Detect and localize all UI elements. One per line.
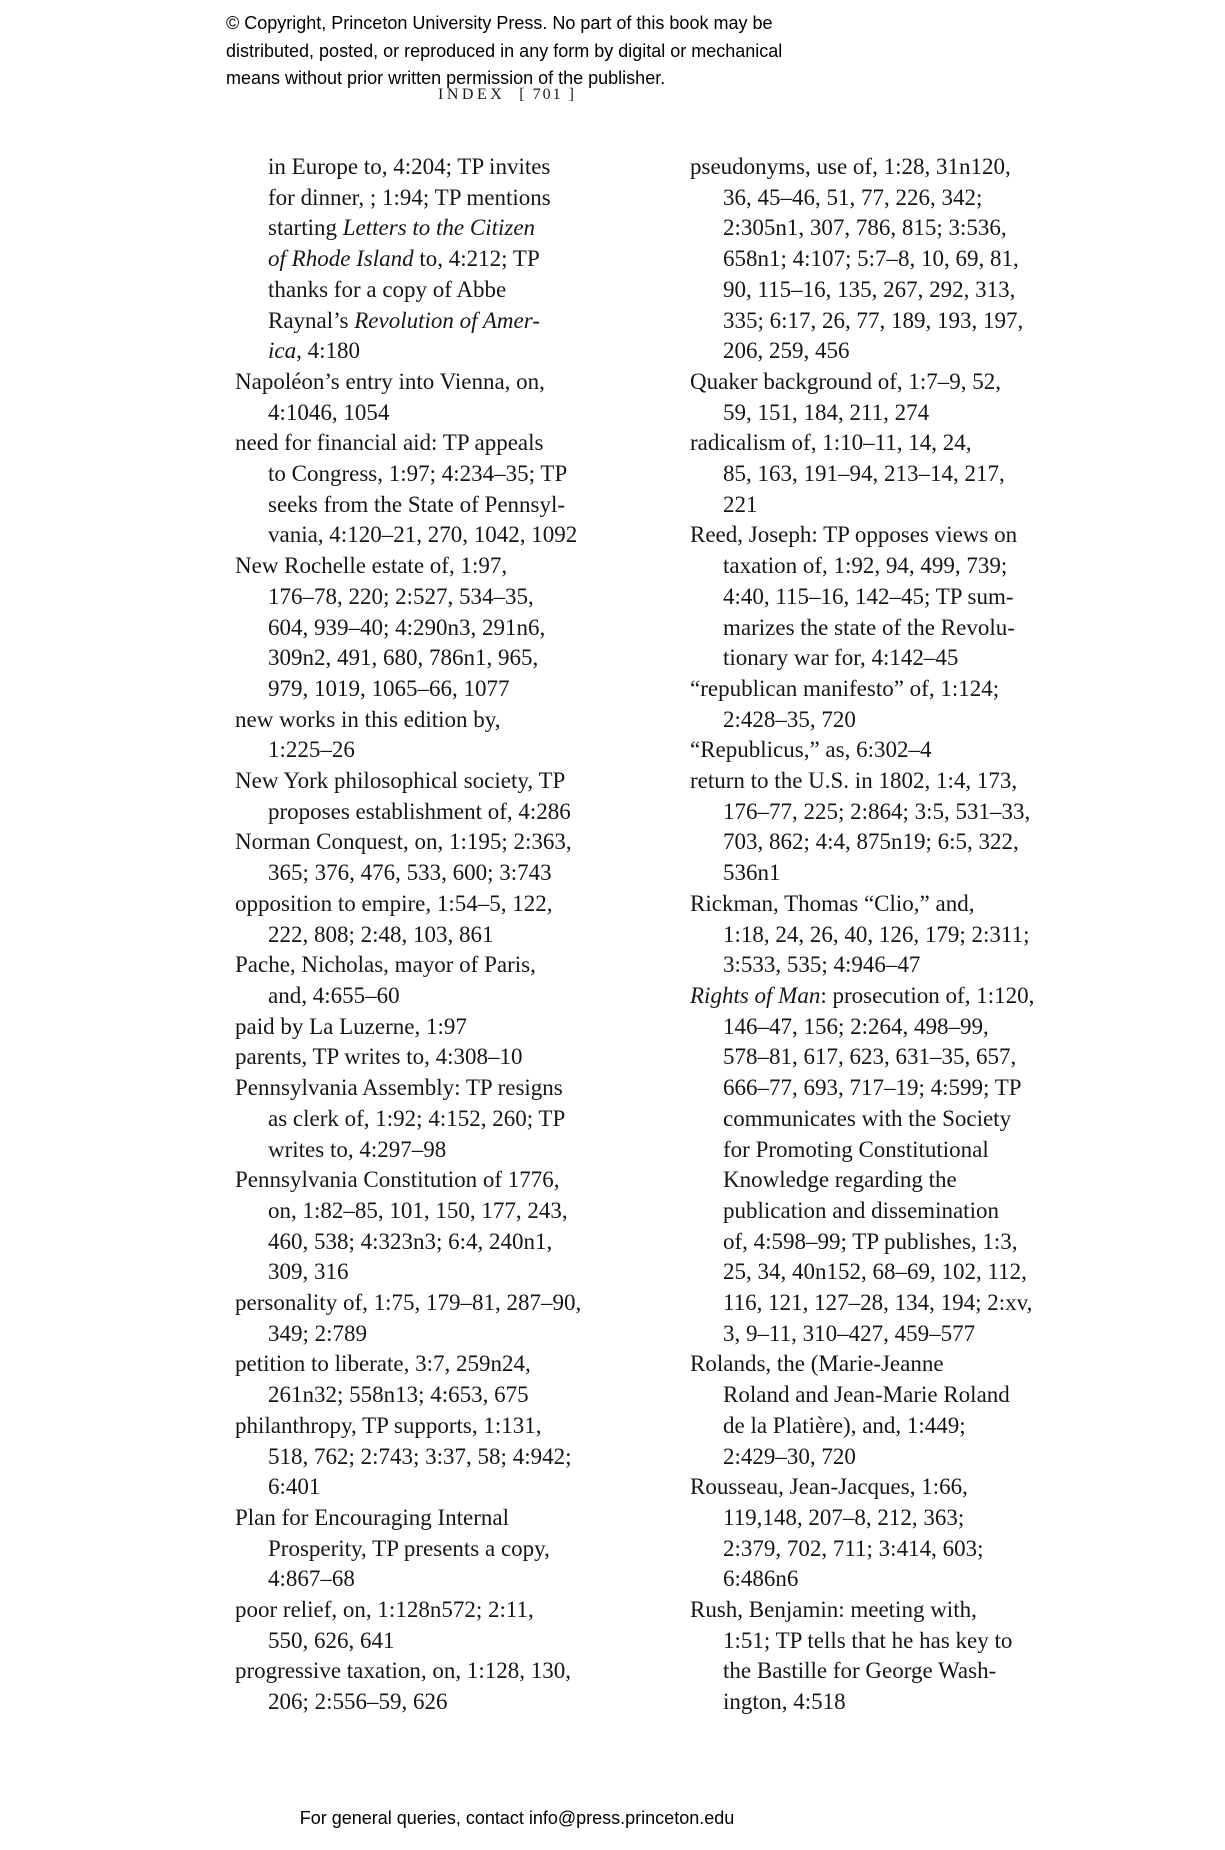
- index-line-runover: [235, 613, 581, 644]
- index-line-runover: [690, 306, 1034, 337]
- index-entry-line: [235, 1073, 581, 1104]
- text: Prosperity, TP presents a copy,: [268, 1535, 550, 1561]
- page-number: [ 701 ]: [519, 86, 576, 103]
- text: 2:379, 702, 711; 3:414, 603;: [723, 1535, 984, 1561]
- italic-text: ica: [268, 338, 297, 364]
- text: New York philosophical society, TP: [235, 768, 566, 794]
- text: as clerk of, 1:92; 4:152, 260; TP: [268, 1105, 566, 1131]
- text: 604, 939–40; 4:290n3, 291n6,: [268, 614, 546, 640]
- index-line-runover: [690, 858, 1034, 889]
- index-line-runover: [690, 459, 1034, 490]
- index-entry-line: [235, 551, 581, 582]
- index-entry-line: [235, 1411, 581, 1442]
- text: 221: [723, 491, 758, 517]
- text: Napoléon’s entry into Vienna, on,: [235, 368, 545, 394]
- index-column-right: [690, 152, 1034, 1718]
- running-head: [0, 86, 1014, 104]
- index-line-runover: [690, 1319, 1034, 1350]
- index-entry-line: [690, 1349, 1034, 1380]
- text: Pache, Nicholas, mayor of Paris,: [235, 952, 536, 978]
- index-line-runover: [690, 1135, 1034, 1166]
- index-entry-line: [690, 735, 1034, 766]
- text: philanthropy, TP supports, 1:131,: [235, 1412, 542, 1438]
- text: 3, 9–11, 310–427, 459–577: [723, 1320, 976, 1346]
- index-line-runover: [690, 643, 1034, 674]
- text: “Republicus,” as, 6:302–4: [690, 737, 932, 763]
- text: 550, 626, 641: [268, 1627, 395, 1653]
- text: of, 4:598–99; TP publishes, 1:3,: [723, 1228, 1018, 1254]
- index-line-runover: [690, 490, 1034, 521]
- text: 518, 762; 2:743; 3:37, 58; 4:942;: [268, 1443, 572, 1469]
- text: Pennsylvania Constitution of 1776,: [235, 1167, 560, 1193]
- index-line-runover: [690, 1196, 1034, 1227]
- index-entry-line: [235, 766, 581, 797]
- index-line-runover: [690, 1165, 1034, 1196]
- text: 2:305n1, 307, 786, 815; 3:536,: [723, 215, 1007, 241]
- index-line-runover: [235, 920, 581, 951]
- index-line-runover: [690, 1442, 1034, 1473]
- copyright-line: © Copyright, Princeton University Press. No part of this book may be: [226, 13, 773, 33]
- text: 119,148, 207–8, 212, 363;: [723, 1504, 965, 1530]
- text: parents, TP writes to, 4:308–10: [235, 1044, 523, 1070]
- text: 222, 808; 2:48, 103, 861: [268, 921, 494, 947]
- text: Raynal’s: [268, 307, 355, 333]
- index-entry-line: [235, 1012, 581, 1043]
- text: , 4:180: [296, 338, 360, 364]
- text: on, 1:82–85, 101, 150, 177, 243,: [268, 1197, 568, 1223]
- footer-contact: For general queries, contact info@press.princeton.edu: [299, 1808, 735, 1828]
- index-line-runover: [235, 1196, 581, 1227]
- index-line-runover: [690, 244, 1034, 275]
- index-line-runover: [235, 213, 581, 244]
- text: Pennsylvania Assembly: TP resigns: [235, 1075, 563, 1101]
- index-line-runover: [690, 1656, 1034, 1687]
- text: 979, 1019, 1065–66, 1077: [268, 675, 510, 701]
- index-entry-line: [690, 367, 1034, 398]
- text: progressive taxation, on, 1:128, 130,: [235, 1658, 572, 1684]
- index-line-runover: [235, 152, 581, 183]
- index-entry-line: [690, 674, 1034, 705]
- text: 146–47, 156; 2:264, 498–99,: [723, 1013, 989, 1039]
- text: 309n2, 491, 680, 786n1, 965,: [268, 645, 539, 671]
- index-line-runover: [235, 520, 581, 551]
- text: radicalism of, 1:10–11, 14, 24,: [690, 430, 972, 456]
- text: 2:429–30, 720: [723, 1443, 856, 1469]
- index-line-runover: [235, 306, 581, 337]
- index-line-runover: [235, 1104, 581, 1135]
- text: taxation of, 1:92, 94, 499, 739;: [723, 553, 1008, 579]
- text: 365; 376, 476, 533, 600; 3:743: [268, 860, 552, 886]
- text: to Congress, 1:97; 4:234–35; TP: [268, 461, 568, 487]
- text: and, 4:655–60: [268, 982, 400, 1008]
- index-line-runover: [690, 275, 1034, 306]
- index-line-runover: [235, 981, 581, 1012]
- index-line-runover: [235, 1564, 581, 1595]
- index-line-runover: [690, 1687, 1034, 1718]
- text: 349; 2:789: [268, 1320, 368, 1346]
- text: 206; 2:556–59, 626: [268, 1689, 448, 1715]
- text: 658n1; 4:107; 5:7–8, 10, 69, 81,: [723, 246, 1019, 272]
- text: poor relief, on, 1:128n572; 2:11,: [235, 1597, 534, 1623]
- text: 85, 163, 191–94, 213–14, 217,: [723, 461, 1005, 487]
- index-line-runover: [235, 735, 581, 766]
- index-line-runover: [690, 1288, 1034, 1319]
- index-line-runover: [235, 674, 581, 705]
- index-entry-line: [690, 152, 1034, 183]
- text: the Bastille for George Wash-: [723, 1658, 997, 1684]
- text: 666–77, 693, 717–19; 4:599; TP: [723, 1075, 1022, 1101]
- text: 4:40, 115–16, 142–45; TP sum-: [723, 583, 1014, 609]
- index-entry-line: [690, 1595, 1034, 1626]
- text: proposes establishment of, 4:286: [268, 798, 571, 824]
- copyright-line: means without prior written permission of the publisher.: [226, 68, 666, 88]
- index-entry-line: [235, 1042, 581, 1073]
- text: Roland and Jean-Marie Roland: [723, 1382, 1010, 1408]
- text: Norman Conquest, on, 1:195; 2:363,: [235, 829, 572, 855]
- text: tionary war for, 4:142–45: [723, 645, 959, 671]
- index-line-runover: [690, 1503, 1034, 1534]
- text: for Promoting Constitutional: [723, 1136, 989, 1162]
- text: 25, 34, 40n152, 68–69, 102, 112,: [723, 1259, 1027, 1285]
- text: 3:533, 535; 4:946–47: [723, 952, 921, 978]
- index-entry-line: [690, 1472, 1034, 1503]
- index-line-runover: [690, 336, 1034, 367]
- index-line-runover: [690, 920, 1034, 951]
- index-entry-line: [235, 1656, 581, 1687]
- index-line-runover: [690, 797, 1034, 828]
- text: new works in this edition by,: [235, 706, 501, 732]
- index-line-runover: [690, 1534, 1034, 1565]
- text: 335; 6:17, 26, 77, 189, 193, 197,: [723, 307, 1024, 333]
- text: opposition to empire, 1:54–5, 122,: [235, 890, 553, 916]
- text: need for financial aid: TP appeals: [235, 430, 544, 456]
- index-line-runover: [690, 1564, 1034, 1595]
- text: 4:1046, 1054: [268, 399, 390, 425]
- text: Rickman, Thomas “Clio,” and,: [690, 890, 975, 916]
- index-entry-line: [235, 428, 581, 459]
- index-line-runover: [690, 827, 1034, 858]
- index-line-runover: [235, 275, 581, 306]
- index-line-runover: [235, 1227, 581, 1258]
- index-entry-line: [235, 889, 581, 920]
- index-line-runover: [690, 613, 1034, 644]
- text: 1:225–26: [268, 737, 355, 763]
- text: for dinner, ; 1:94; TP mentions: [268, 184, 551, 210]
- text: 206, 259, 456: [723, 338, 850, 364]
- index-line-runover: [690, 582, 1034, 613]
- text: New Rochelle estate of, 1:97,: [235, 553, 508, 579]
- text: personality of, 1:75, 179–81, 287–90,: [235, 1290, 582, 1316]
- index-line-runover: [690, 705, 1034, 736]
- index-line-runover: [690, 1380, 1034, 1411]
- index-entry-line: [235, 950, 581, 981]
- copyright-line: distributed, posted, or reproduced in any form by digital or mechanical: [226, 40, 783, 61]
- index-line-runover: [235, 459, 581, 490]
- text: 59, 151, 184, 211, 274: [723, 399, 930, 425]
- text: Quaker background of, 1:7–9, 52,: [690, 368, 1002, 394]
- index-line-runover: [235, 858, 581, 889]
- text: Reed, Joseph: TP opposes views on: [690, 522, 1018, 548]
- index-line-runover: [235, 1472, 581, 1503]
- index-entry-line: [690, 889, 1034, 920]
- text: in Europe to, 4:204; TP invites: [268, 154, 551, 179]
- text: ington, 4:518: [723, 1689, 846, 1715]
- index-entry-line: [235, 1349, 581, 1380]
- index-line-runover: [235, 1257, 581, 1288]
- index-line-runover: [235, 1135, 581, 1166]
- index-line-runover: [235, 490, 581, 521]
- index-line-runover: [690, 1042, 1034, 1073]
- index-entry-line: [690, 428, 1034, 459]
- text: starting: [268, 215, 343, 241]
- text: 309, 316: [268, 1259, 349, 1285]
- italic-text: of Rhode Island: [268, 246, 414, 272]
- index-line-runover: [690, 950, 1034, 981]
- text: Rush, Benjamin: meeting with,: [690, 1597, 977, 1623]
- italic-text: Revolution of Amer-: [354, 307, 540, 333]
- text: 703, 862; 4:4, 875n19; 6:5, 322,: [723, 829, 1019, 855]
- index-line-runover: [235, 183, 581, 214]
- index-entry-line: [690, 766, 1034, 797]
- text: 460, 538; 4:323n3; 6:4, 240n1,: [268, 1228, 553, 1254]
- index-entry-line: [235, 705, 581, 736]
- index-entry-line: [235, 1595, 581, 1626]
- text: 176–78, 220; 2:527, 534–35,: [268, 583, 534, 609]
- text: “republican manifesto” of, 1:124;: [690, 675, 1000, 701]
- index-line-runover: [235, 643, 581, 674]
- index-entry-line: [690, 981, 1034, 1012]
- copyright-notice: [226, 10, 782, 93]
- index-line-runover: [235, 336, 581, 367]
- index-line-runover: [235, 1687, 581, 1718]
- index-entry-line: [235, 1288, 581, 1319]
- index-line-runover: [690, 551, 1034, 582]
- text: de la Platière), and, 1:449;: [723, 1412, 966, 1438]
- text: 578–81, 617, 623, 631–35, 657,: [723, 1044, 1017, 1070]
- index-line-runover: [690, 398, 1034, 429]
- italic-text: Letters to the Citizen: [342, 215, 536, 241]
- text: pseudonyms, use of, 1:28, 31n120,: [690, 154, 1011, 179]
- text: Rolands, the (Marie-Jeanne: [690, 1351, 944, 1377]
- text: 36, 45–46, 51, 77, 226, 342;: [723, 184, 983, 210]
- text: writes to, 4:297–98: [268, 1136, 447, 1162]
- index-entry-line: [235, 367, 581, 398]
- index-entry-line: [235, 827, 581, 858]
- text: communicates with the Society: [723, 1105, 1012, 1131]
- index-title: INDEX: [438, 86, 506, 103]
- text: 2:428–35, 720: [723, 706, 856, 732]
- index-line-runover: [235, 797, 581, 828]
- text: 261n32; 558n13; 4:653, 675: [268, 1382, 529, 1408]
- text: 176–77, 225; 2:864; 3:5, 531–33,: [723, 798, 1031, 824]
- text: 90, 115–16, 135, 267, 292, 313,: [723, 276, 1016, 302]
- text: petition to liberate, 3:7, 259n24,: [235, 1351, 531, 1377]
- index-entry-line: [235, 1165, 581, 1196]
- index-line-runover: [235, 1380, 581, 1411]
- index-line-runover: [235, 1442, 581, 1473]
- index-column-left: [235, 152, 581, 1718]
- text: 6:401: [268, 1474, 321, 1500]
- text: Knowledge regarding the: [723, 1167, 957, 1193]
- text: publication and dissemination: [723, 1197, 999, 1223]
- index-line-runover: [690, 1411, 1034, 1442]
- text: marizes the state of the Revolu-: [723, 614, 1015, 640]
- text: thanks for a copy of Abbe: [268, 276, 507, 302]
- italic-text: Rights of Man: [690, 982, 821, 1008]
- text: Rousseau, Jean-Jacques, 1:66,: [690, 1474, 968, 1500]
- text: vania, 4:120–21, 270, 1042, 1092: [268, 522, 578, 548]
- text: Plan for Encouraging Internal: [235, 1504, 509, 1530]
- index-line-runover: [235, 244, 581, 275]
- text: return to the U.S. in 1802, 1:4, 173,: [690, 768, 1018, 794]
- index-line-runover: [690, 1626, 1034, 1657]
- text: 6:486n6: [723, 1566, 799, 1592]
- text: to, 4:212; TP: [413, 246, 540, 272]
- index-line-runover: [235, 398, 581, 429]
- text: 116, 121, 127–28, 134, 194; 2:xv,: [723, 1290, 1033, 1316]
- index-line-runover: [690, 1257, 1034, 1288]
- index-entry-line: [690, 520, 1034, 551]
- text: 4:867–68: [268, 1566, 355, 1592]
- index-line-runover: [690, 1104, 1034, 1135]
- index-line-runover: [690, 213, 1034, 244]
- index-line-runover: [235, 1319, 581, 1350]
- text: 1:18, 24, 26, 40, 126, 179; 2:311;: [723, 921, 1030, 947]
- text: seeks from the State of Pennsyl-: [268, 491, 566, 517]
- index-line-runover: [690, 1227, 1034, 1258]
- index-entry-line: [235, 1503, 581, 1534]
- text: 536n1: [723, 860, 781, 886]
- text: paid by La Luzerne, 1:97: [235, 1013, 467, 1039]
- index-line-runover: [690, 183, 1034, 214]
- index-line-runover: [690, 1073, 1034, 1104]
- index-line-runover: [235, 1626, 581, 1657]
- index-line-runover: [690, 1012, 1034, 1043]
- text: : prosecution of, 1:120,: [820, 982, 1035, 1008]
- text: 1:51; TP tells that he has key to: [723, 1627, 1013, 1653]
- index-line-runover: [235, 582, 581, 613]
- index-line-runover: [235, 1534, 581, 1565]
